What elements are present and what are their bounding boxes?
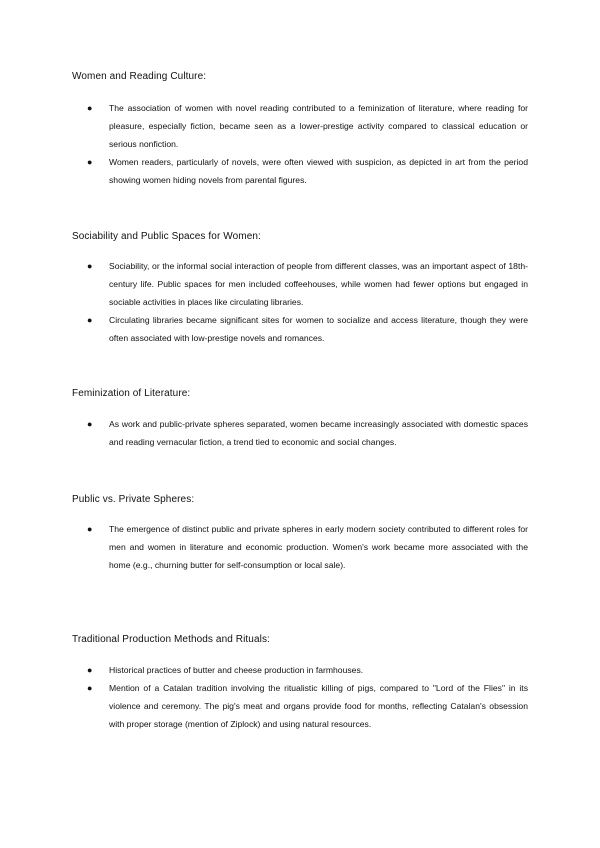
- bullet-text: As work and public-private spheres separated, women became increasingly associated with domestic spaces and reading vernacular fiction, a trend tied to economic and social changes.: [109, 419, 528, 447]
- list-item: [0, 520, 600, 574]
- bullet-list: [0, 415, 600, 451]
- bullet-text: The emergence of distinct public and private spheres in early modern society contributed to different roles for men and women in literature and economic production. Women's work became more associated with the home (e.g., churning butter for self-consumption or local sale).: [109, 524, 528, 570]
- bullet-text: Mention of a Catalan tradition involving the ritualistic killing of pigs, compared to "Lord of the Flies" in its violence and ceremony. The pig's meat and organs provide food for months, reflecting Catalan's obsession with proper storage (mention of Ziplock) and using natural resources.: [109, 683, 528, 729]
- list-item: [0, 679, 600, 733]
- list-item: [0, 415, 600, 451]
- list-item: [0, 311, 600, 347]
- list-item: [0, 257, 600, 311]
- section-heading: Sociability and Public Spaces for Women:: [72, 231, 261, 242]
- bullet-text: The association of women with novel reading contributed to a feminization of literature, where reading for pleasure, especially fiction, became seen as a lower-prestige activity compared to classical education or serious nonfiction.: [109, 103, 528, 149]
- bullet-dot-icon: ●: [87, 157, 93, 167]
- list-item: [0, 99, 600, 153]
- bullet-dot-icon: ●: [87, 103, 93, 113]
- bullet-list: [0, 257, 600, 347]
- bullet-dot-icon: ●: [87, 315, 93, 325]
- list-item: [0, 153, 600, 189]
- bullet-dot-icon: ●: [87, 524, 93, 534]
- bullet-dot-icon: ●: [87, 419, 93, 429]
- bullet-dot-icon: ●: [87, 683, 93, 693]
- section-heading: Public vs. Private Spheres:: [72, 494, 195, 505]
- bullet-text: Women readers, particularly of novels, were often viewed with suspicion, as depicted in art from the period showing women hiding novels from parental figures.: [109, 157, 528, 185]
- bullet-list: [0, 661, 600, 733]
- bullet-dot-icon: ●: [87, 665, 93, 675]
- section-heading: Feminization of Literature:: [72, 388, 191, 399]
- bullet-text: Circulating libraries became significant sites for women to socialize and access literature, though they were often associated with low-prestige novels and romances.: [109, 315, 528, 343]
- bullet-text: Sociability, or the informal social interaction of people from different classes, was an important aspect of 18th-century life. Public spaces for men included coffeehouses, while women had fewer options but engaged in sociable activities in places like circulating libraries.: [109, 261, 528, 307]
- section-heading: Traditional Production Methods and Rituals:: [72, 634, 270, 645]
- bullet-dot-icon: ●: [87, 261, 93, 271]
- bullet-list: [0, 99, 600, 189]
- bullet-text: Historical practices of butter and cheese production in farmhouses.: [109, 665, 364, 675]
- list-item: [0, 661, 600, 679]
- section-heading: Women and Reading Culture:: [72, 71, 207, 82]
- bullet-list: [0, 520, 600, 574]
